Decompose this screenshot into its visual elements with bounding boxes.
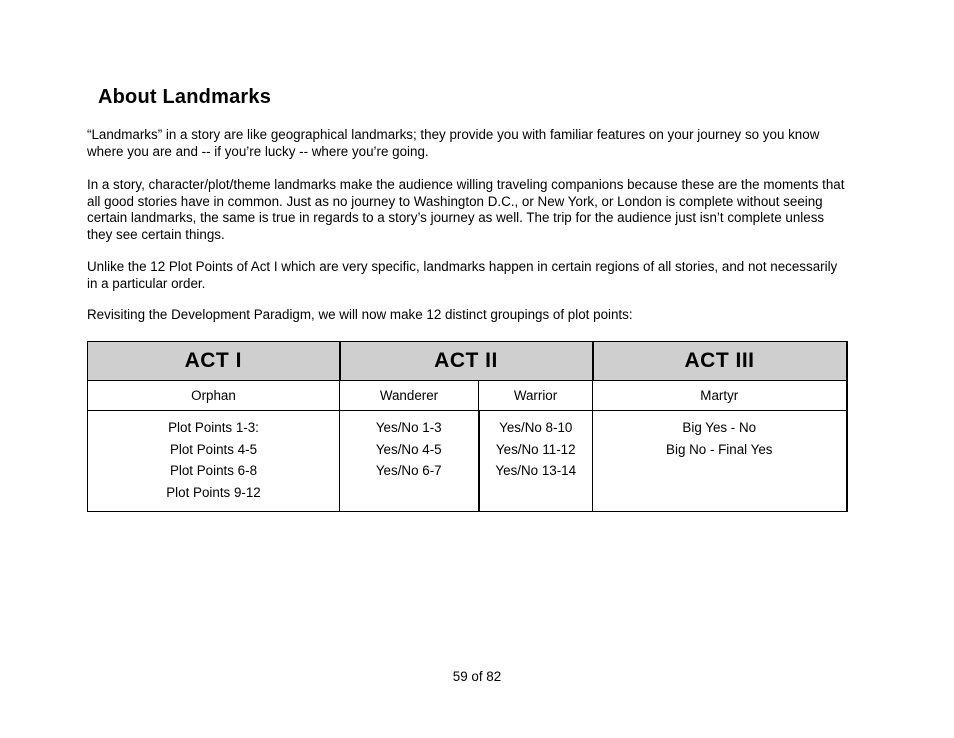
plot-point-line: Plot Points 1-3: bbox=[168, 420, 259, 435]
paragraph-companions: In a story, character/plot/theme landmarks make the audience willing traveling companions because these are the moments that all good stories have in common. Just as no journey to Washington D.C., or New York, or London is complete without seeing certain landmarks, the same is true in regards to a story’s journey as well. The trip for the audience just isn’t complete unless they see certain things. bbox=[87, 177, 845, 242]
role-cell: Wanderer bbox=[340, 381, 479, 411]
act-header-row bbox=[88, 342, 847, 381]
plot-points-cell bbox=[479, 411, 593, 512]
page-title: About Landmarks bbox=[98, 86, 272, 108]
role-row bbox=[88, 381, 847, 411]
plot-points-cell bbox=[88, 411, 340, 512]
act-header-cell: ACT II bbox=[340, 342, 593, 381]
plot-point-line: Yes/No 6-7 bbox=[375, 463, 442, 479]
plot-points-cell bbox=[340, 411, 479, 512]
act-header-cell: ACT III bbox=[593, 342, 847, 381]
plot-point-line: Big No - Final Yes bbox=[666, 441, 773, 457]
page-number: 59 of 82 bbox=[452, 669, 502, 684]
paragraph-regions: Unlike the 12 Plot Points of Act I which are very specific, landmarks happen in certain regions of all stories, and not necessarily in a particular order. bbox=[87, 259, 838, 291]
act-header-cell: ACT I bbox=[88, 342, 340, 381]
plot-point-line: Yes/No 1-3 bbox=[375, 420, 442, 435]
paragraph-intro: “Landmarks” in a story are like geographical landmarks; they provide you with familiar features on your journey so you know where you are and -- if you’re lucky -- where you’re going. bbox=[87, 127, 820, 159]
plot-point-line: Plot Points 6-8 bbox=[169, 463, 258, 479]
paragraph-paradigm: Revisiting the Development Paradigm, we will now make 12 distinct groupings of plot points: bbox=[87, 307, 633, 322]
plot-point-line: Yes/No 4-5 bbox=[375, 441, 442, 457]
plot-points-row bbox=[88, 411, 847, 512]
plot-point-line: Big Yes - No bbox=[682, 420, 757, 435]
plot-point-line: Yes/No 13-14 bbox=[495, 463, 577, 479]
plot-points-cell bbox=[593, 411, 847, 512]
plot-point-line: Yes/No 11-12 bbox=[495, 441, 576, 457]
role-cell: Orphan bbox=[88, 381, 340, 411]
act-table bbox=[87, 341, 848, 512]
plot-point-line: Plot Points 4-5 bbox=[169, 441, 258, 457]
role-cell: Martyr bbox=[593, 381, 847, 411]
role-cell: Warrior bbox=[479, 381, 593, 411]
plot-point-line: Plot Points 9-12 bbox=[166, 484, 261, 500]
plot-point-line: Yes/No 8-10 bbox=[499, 420, 573, 435]
